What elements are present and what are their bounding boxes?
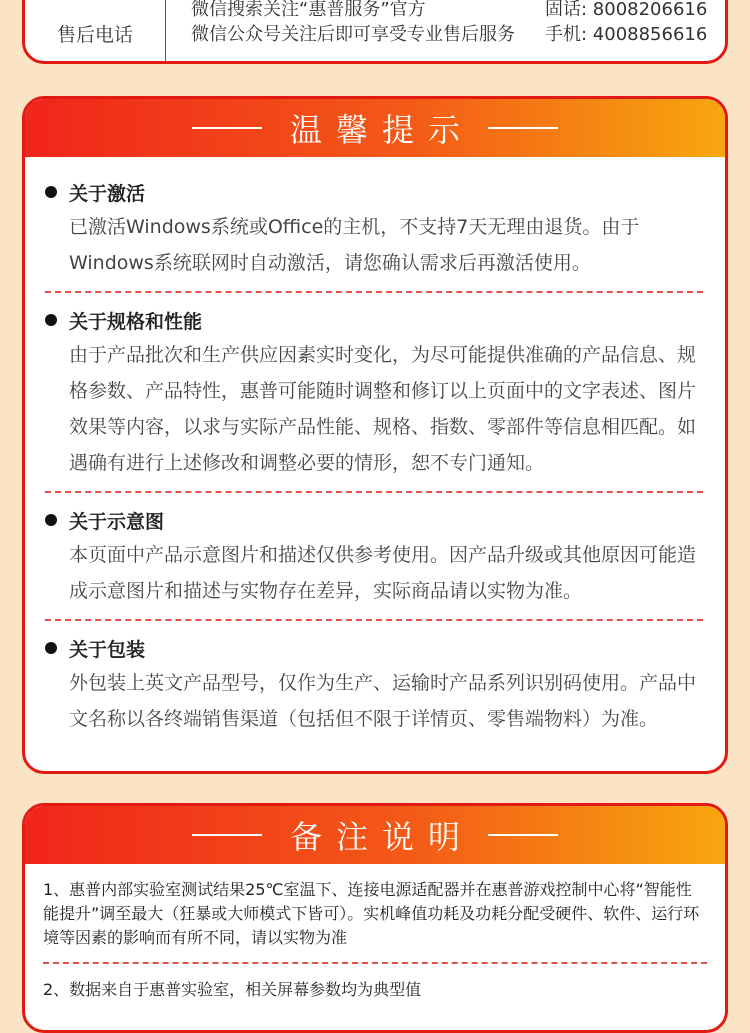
bullet-icon <box>45 642 57 654</box>
header-dash-right <box>488 127 558 129</box>
tips-card <box>22 96 728 774</box>
tip-illustration <box>25 503 725 609</box>
tip-body: 外包装上英文产品型号，仅作为生产、运输时产品系列识别码使用。产品中文名称以各终端销售渠道（包括但不限于详情页、零售端物料）为准。 <box>69 672 697 730</box>
wechat-follow-text: 微信公众号关注后即可享受专业售后服务 <box>191 24 515 45</box>
note-item: 2、数据来自于惠普实验室，相关屏幕参数均为典型值 <box>43 980 422 999</box>
divider <box>165 0 166 61</box>
tip-packaging <box>25 631 725 737</box>
bullet-icon <box>45 186 57 198</box>
header-dash-right <box>488 834 558 836</box>
tip-body: 由于产品批次和生产供应因素实时变化，为尽可能提供准确的产品信息、规格参数、产品特性，惠普可能随时调整和修订以上页面中的文字表述、图片效果等内容，以求与实际产品性能、规格、指数、零部件等信息相匹配。如遇确有进行上述修改和调整必要的情形，恕不专门通知。 <box>69 344 697 474</box>
after-sales-card <box>22 0 728 64</box>
tip-heading: 关于包装 <box>69 638 146 661</box>
notes-header <box>25 806 725 864</box>
after-sales-label: 售后电话 <box>56 23 133 46</box>
wechat-search-text: 微信搜索关注“惠普服务”官方 <box>191 0 426 20</box>
header-dash-left <box>192 127 262 129</box>
dashed-divider <box>45 491 703 493</box>
tip-heading: 关于激活 <box>69 182 146 205</box>
tip-body: 本页面中产品示意图片和描述仅供参考使用。因产品升级或其他原因可能造成示意图片和描述与实物存在差异，实际商品请以实物为准。 <box>69 544 697 602</box>
tip-body: 已激活Windows系统或Office的主机，不支持7天无理由退货。由于Windows系统联网时自动激活，请您确认需求后再激活使用。 <box>69 216 640 274</box>
tips-header <box>25 99 725 157</box>
landline-number: 固话: 8008206616 <box>545 0 708 20</box>
tips-title: 温馨提示 <box>289 111 474 149</box>
dashed-divider <box>45 291 703 293</box>
tip-heading: 关于示意图 <box>69 510 165 533</box>
mobile-number: 手机: 4008856616 <box>545 24 708 45</box>
tip-activation <box>25 175 725 281</box>
tip-specs <box>25 303 725 481</box>
header-dash-left <box>192 834 262 836</box>
notes-card <box>22 803 728 1033</box>
notes-title: 备注说明 <box>289 818 474 856</box>
note-item: 1、惠普内部实验室测试结果25℃室温下、连接电源适配器并在惠普游戏控制中心将“智能性能提升”调至最大（狂暴或大师模式下皆可）。实机峰值功耗及功耗分配受硬件、软件、运行环境等因素的影响而有所不同，请以实物为准 <box>43 880 700 947</box>
bullet-icon <box>45 314 57 326</box>
tip-heading: 关于规格和性能 <box>69 310 203 333</box>
dashed-divider <box>45 619 703 621</box>
bullet-icon <box>45 514 57 526</box>
